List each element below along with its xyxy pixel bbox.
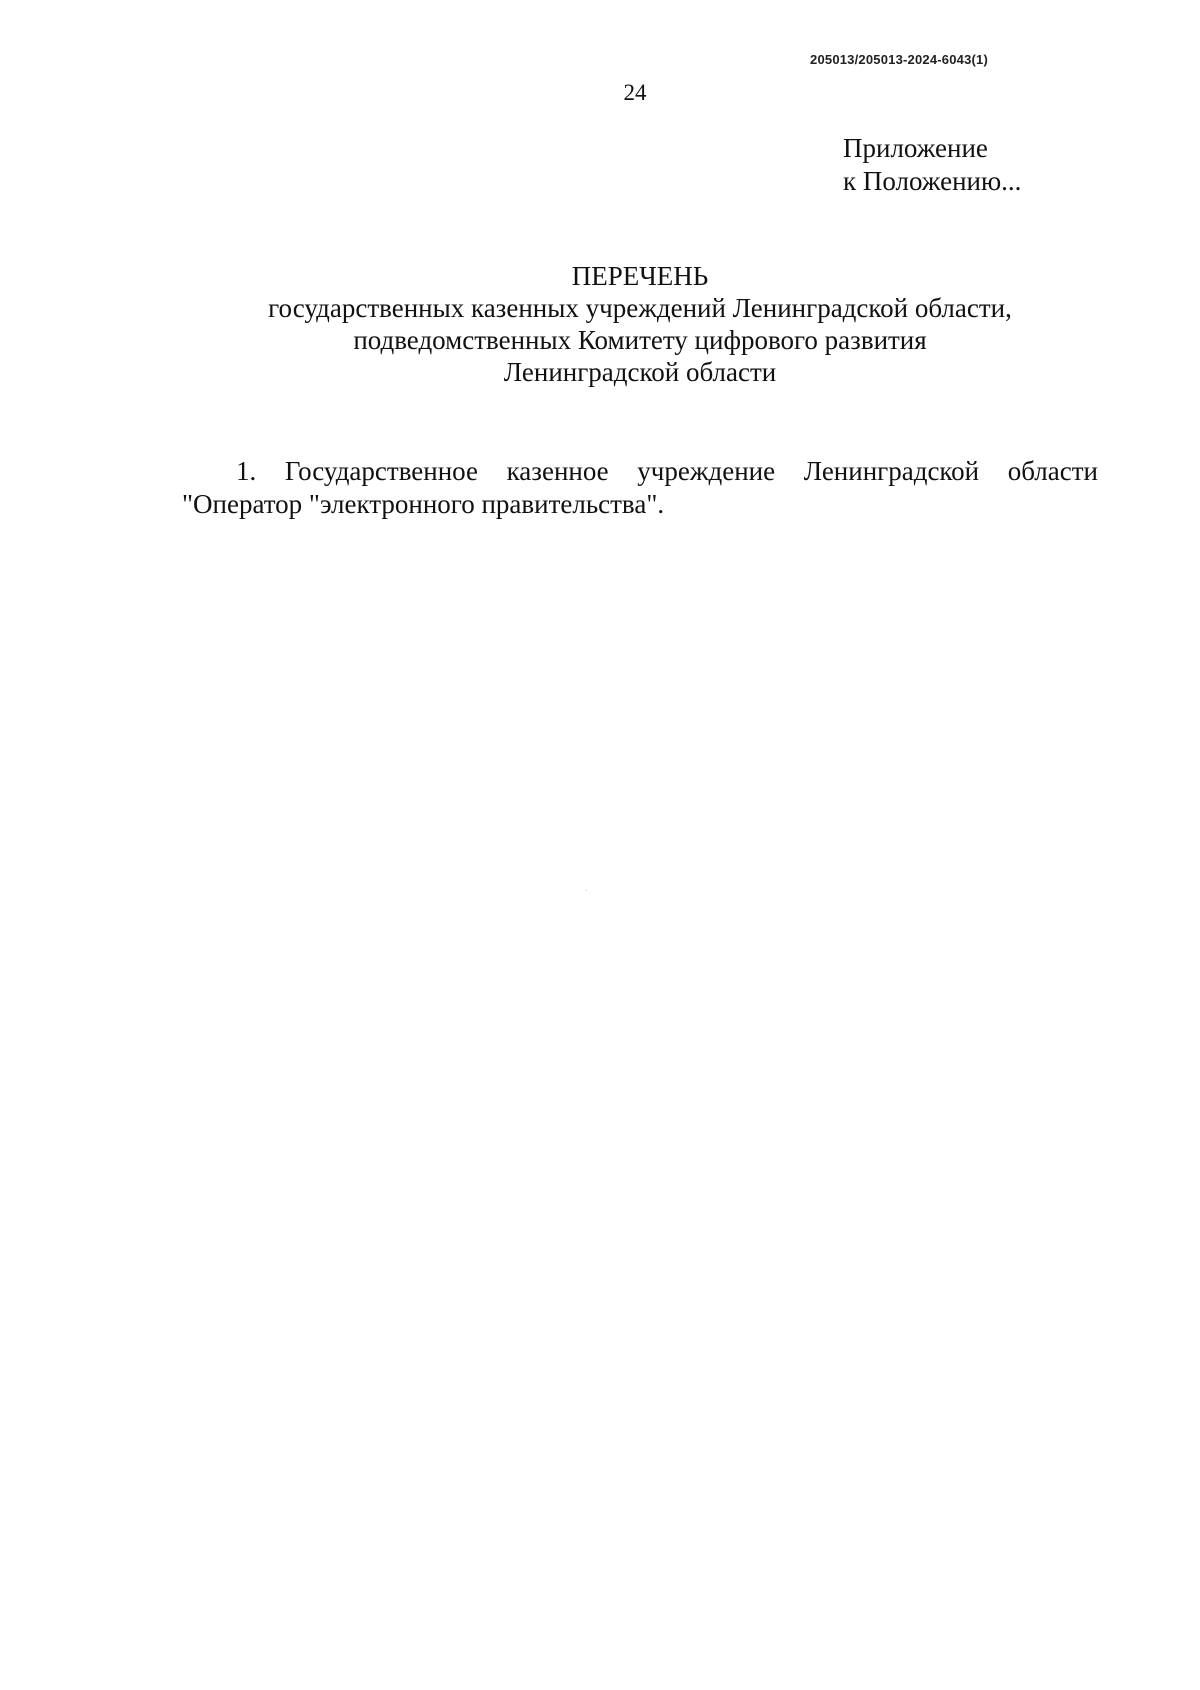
title-heading: ПЕРЕЧЕНЬ bbox=[571, 261, 709, 291]
title-line-3: Ленинградской области bbox=[503, 357, 777, 387]
appendix-line-1: Приложение bbox=[843, 133, 988, 163]
document-id: 205013/205013-2024-6043(1) bbox=[810, 52, 988, 67]
title-line-1: государственных казенных учреждений Ленинградской области, bbox=[268, 293, 1012, 323]
scan-artifact bbox=[586, 890, 587, 891]
document-title bbox=[180, 260, 1100, 388]
list-item: 1. Государственное казенное учреждение Ленинградской области "Оператор "электронного правительства". bbox=[182, 456, 1098, 519]
title-line-2: подведомственных Комитету цифрового развития bbox=[353, 325, 927, 355]
appendix-note bbox=[843, 132, 1021, 198]
page-number: 24 bbox=[623, 80, 647, 105]
appendix-line-2: к Положению... bbox=[843, 166, 1022, 196]
institution-list bbox=[182, 455, 1098, 521]
